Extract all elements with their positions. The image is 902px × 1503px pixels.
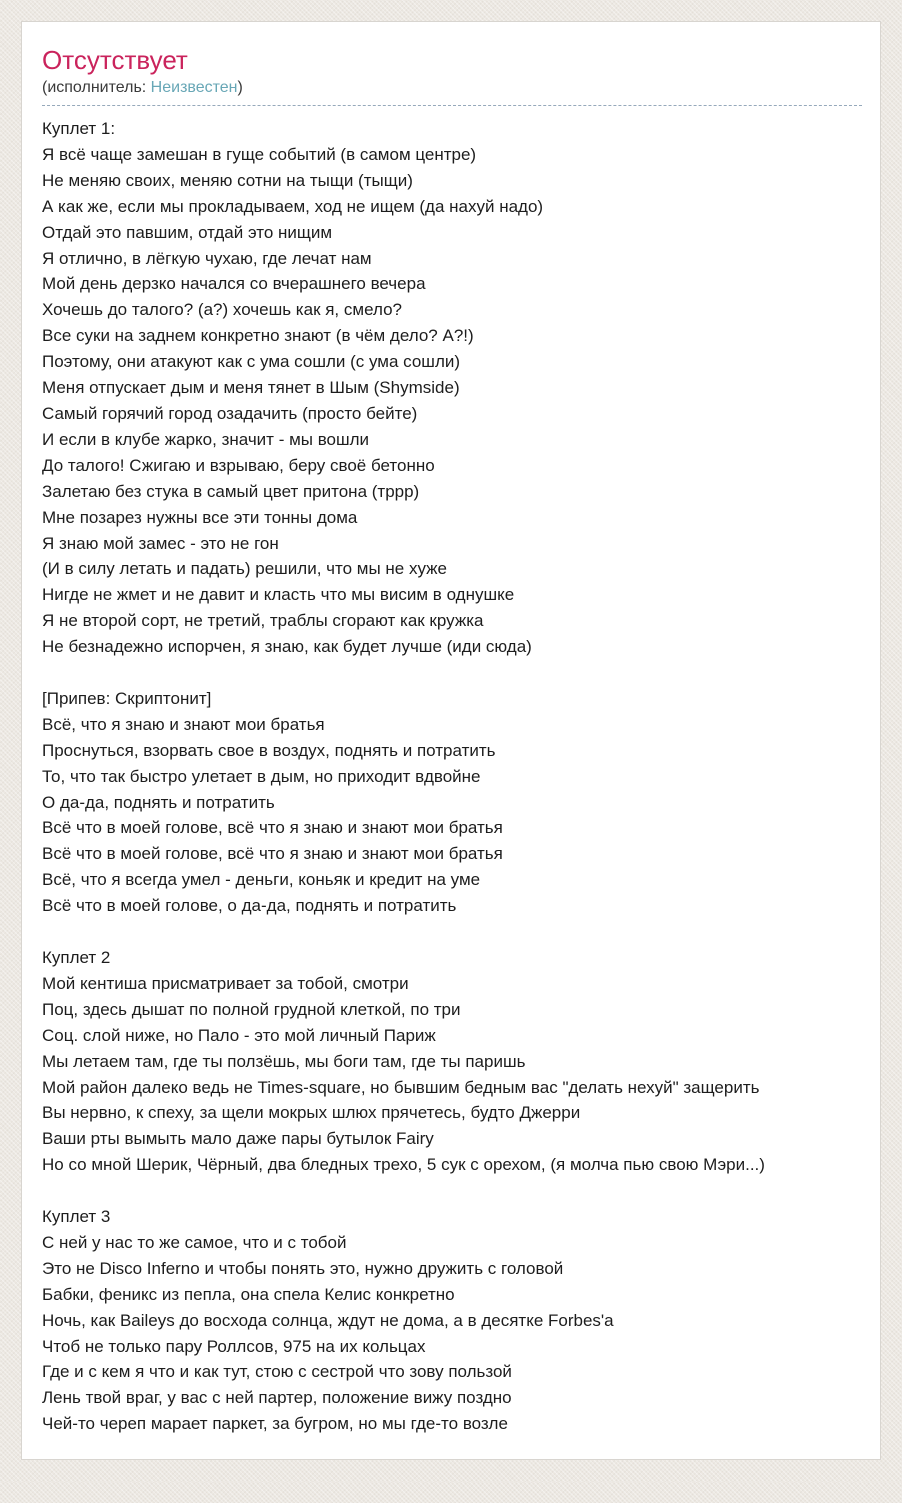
lyric-line: Я всё чаще замешан в гуще событий (в самом центре)	[42, 144, 477, 164]
lyric-line: Соц. слой ниже, но Пало - это мой личный Париж	[42, 1025, 436, 1045]
artist-label: (исполнитель:	[42, 79, 147, 96]
lyric-line: Всё, что я всегда умел - деньги, коньяк и кредит на уме	[42, 870, 481, 890]
lyric-line: Нигде не жмет и не давит и класть что мы висим в однушке	[42, 585, 515, 605]
lyric-line: Поэтому, они атакуют как с ума сошли (с ума сошли)	[42, 352, 461, 372]
lyric-line: А как же, если мы прокладываем, ход не ищем (да нахуй надо)	[42, 196, 544, 216]
stanza	[42, 116, 862, 660]
lyric-line: Поц, здесь дышат по полной грудной клеткой, по три	[42, 999, 461, 1019]
lyric-line: Всё, что я знаю и знают мои братья	[42, 714, 325, 734]
lyric-line: Самый горячий город озадачить (просто бейте)	[42, 403, 418, 423]
lyric-line: Я знаю мой замес - это не гон	[42, 533, 279, 553]
lyric-line: Бабки, феникс из пепла, она спела Келис конкретно	[42, 1284, 455, 1304]
lyric-line: Куплет 3	[42, 1207, 111, 1227]
lyric-line: Меня отпускает дым и меня тянет в Шым (Shymside)	[42, 378, 460, 398]
lyric-line: Мы летаем там, где ты ползёшь, мы боги там, где ты паришь	[42, 1051, 526, 1071]
lyric-line: Чей-то череп марает паркет, за бугром, но мы где-то возле	[42, 1414, 508, 1434]
lyrics	[42, 116, 862, 1437]
lyric-line: Мой район далеко ведь не Times-square, но бывшим бедным вас "делать нехуй" защерить	[42, 1077, 760, 1097]
lyrics-card	[21, 21, 881, 1460]
lyric-line: Мой кентиша присматривает за тобой, смотри	[42, 973, 409, 993]
artist-link[interactable]: Неизвестен	[150, 79, 238, 96]
stanza	[42, 1204, 862, 1437]
lyric-line: То, что так быстро улетает в дым, но приходит вдвойне	[42, 766, 481, 786]
lyric-line: И если в клубе жарко, значит - мы вошли	[42, 429, 370, 449]
lyric-line: Отдай это павшим, отдай это нищим	[42, 222, 333, 242]
lyric-line: Всё что в моей голове, всё что я знаю и знают мои братья	[42, 844, 503, 864]
lyric-line: Мне позарез нужны все эти тонны дома	[42, 507, 358, 527]
lyric-line: Все суки на заднем конкретно знают (в чём дело? А?!)	[42, 326, 474, 346]
artist-close-paren: )	[237, 79, 243, 96]
lyric-line: [Припев: Скриптонит]	[42, 688, 212, 708]
lyric-line: Ваши рты вымыть мало даже пары бутылок Fairy	[42, 1129, 434, 1149]
lyric-line: О да-да, поднять и потратить	[42, 792, 275, 812]
lyric-line: Всё что в моей голове, о да-да, поднять и потратить	[42, 896, 457, 916]
lyric-line: Ночь, как Baileys до восхода солнца, ждут не дома, а в десятке Forbes'а	[42, 1310, 614, 1330]
lyric-line: Не меняю своих, меняю сотни на тыщи (тыщи)	[42, 170, 413, 190]
lyric-line: Куплет 1:	[42, 119, 116, 138]
lyric-line: С ней у нас то же самое, что и с тобой	[42, 1232, 347, 1252]
lyric-line: Лень твой враг, у вас с ней партер, положение вижу поздно	[42, 1388, 512, 1408]
lyric-line: До талого! Сжигаю и взрываю, беру своё бетонно	[42, 455, 435, 475]
lyric-line: Я отлично, в лёгкую чухаю, где лечат нам	[42, 248, 372, 268]
lyric-line: Я не второй сорт, не третий, траблы сгорают как кружка	[42, 611, 484, 631]
lyric-line: Хочешь до талого? (а?) хочешь как я, смело?	[42, 300, 402, 320]
lyric-line: Но со мной Шерик, Чёрный, два бледных трехо, 5 сук с орехом, (я молча пью свою Мэри...)	[42, 1155, 765, 1175]
lyric-line: Мой день дерзко начался со вчерашнего вечера	[42, 274, 426, 294]
lyric-line: Вы нервно, к спеху, за щели мокрых шлюх прячетесь, будто Джерри	[42, 1103, 581, 1123]
lyric-line: Всё что в моей голове, всё что я знаю и знают мои братья	[42, 818, 503, 838]
lyric-line: Куплет 2	[42, 947, 111, 967]
stanza	[42, 686, 862, 919]
lyric-line: Где и с кем я что и как тут, стою с сестрой что зову пользой	[42, 1362, 512, 1382]
lyric-line: (И в силу летать и падать) решили, что мы не хуже	[42, 559, 448, 579]
lyric-line: Проснуться, взорвать свое в воздух, поднять и потратить	[42, 740, 496, 760]
lyric-line: Чтоб не только пару Роллсов, 975 на их кольцах	[42, 1336, 426, 1356]
stanza	[42, 945, 862, 1178]
artist-row	[42, 79, 862, 106]
lyric-line: Это не Disco Inferno и чтобы понять это, нужно дружить с головой	[42, 1258, 564, 1278]
song-title: Отсутствует	[42, 45, 188, 75]
lyric-line: Не безнадежно испорчен, я знаю, как будет лучше (иди сюда)	[42, 637, 532, 657]
lyric-line: Залетаю без стука в самый цвет притона (тррр)	[42, 481, 420, 501]
